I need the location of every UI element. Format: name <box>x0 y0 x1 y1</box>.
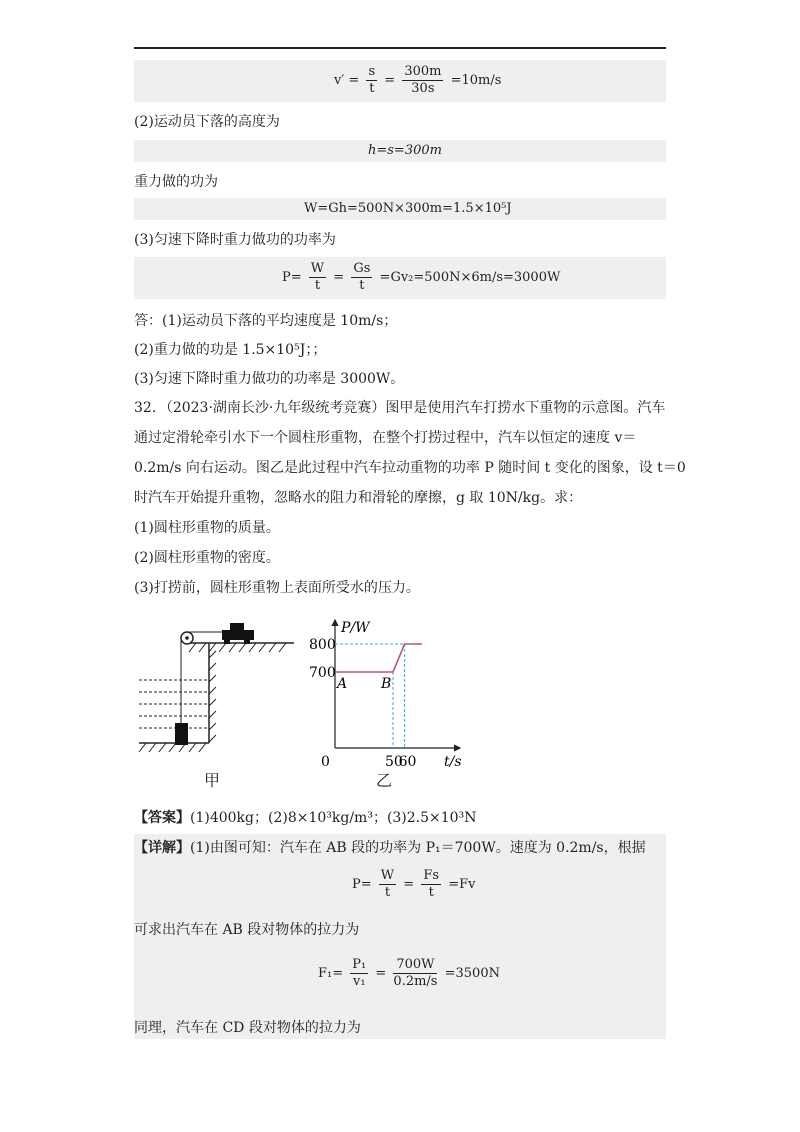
text-line: 同理，汽车在 CD 段对物体的拉力为 <box>134 1020 361 1036</box>
xtick-label: 60 <box>398 754 417 770</box>
subquestion: (2)圆柱形重物的密度。 <box>134 550 280 566</box>
answer-line: 答：(1)运动员下落的平均速度是 10m/s； <box>134 313 398 329</box>
ytick-label: 800 <box>309 637 336 653</box>
power-series-line <box>335 644 422 672</box>
y-axis-label: P/W <box>341 620 370 636</box>
question-line: 通过定滑轮牵引水下一个圆柱形重物，在整个打捞过程中，汽车以恒定的速度 v＝ <box>134 430 637 446</box>
equation-power: P= $\frac{W}{t}$ = $\frac{Gs}{t}$ =Gv₂=500N×6m/s=3000W <box>282 261 561 293</box>
answer-line: (2)重力做的功是 1.5×10⁵J；； <box>134 342 327 358</box>
pulley-diagram <box>134 618 304 768</box>
equation-power-force: P= $\frac{W}{t}$ = $\frac{Fs}{t}$ =Fv <box>352 868 476 900</box>
text-line: 重力做的功为 <box>134 174 218 190</box>
text-line: (3)匀速下降时重力做功的功率为 <box>134 232 336 248</box>
detail-tag: 【详解】 <box>134 840 190 856</box>
header-rule <box>134 47 666 49</box>
detail-line <box>134 838 646 858</box>
equation-force: F₁= $\frac{\text{P₁}}{\text{v₁}}$ = $\frac{700W}{0.2m/s}$ =3500N <box>318 957 500 989</box>
answer-text: (1)400kg；(2)8×10³kg/m³；(3)2.5×10³N <box>190 810 477 826</box>
answer-line: (3)匀速下降时重力做功的功率是 3000W。 <box>134 371 405 387</box>
equation-work: W=Gh=500N×300m=1.5×10⁵J <box>304 201 512 216</box>
equation-height: h=s=300m <box>368 143 442 158</box>
figure-caption: 乙 <box>376 771 393 790</box>
text-line: 可求出汽车在 AB 段对物体的拉力为 <box>134 922 360 938</box>
detail-text: (1)由图可知：汽车在 AB 段的功率为 P₁＝700W。速度为 0.2m/s，根据 <box>190 840 646 856</box>
text-line: (2)运动员下落的高度为 <box>134 114 280 130</box>
answer-tag: 【答案】 <box>134 810 190 826</box>
subquestion: (3)打捞前，圆柱形重物上表面所受水的压力。 <box>134 580 420 596</box>
ytick-label: 700 <box>309 665 336 681</box>
question-line: 时汽车开始提升重物，忽略水的阻力和滑轮的摩擦，g 取 10N/kg。求： <box>134 490 583 506</box>
subquestion: (1)圆柱形重物的质量。 <box>134 520 280 536</box>
answer-line <box>134 808 476 828</box>
point-label-a: A <box>337 676 348 692</box>
origin-label: 0 <box>321 754 330 770</box>
question-line: 0.2m/s 向右运动。图乙是此过程中汽车拉动重物的功率 P 随时间 t 变化的图象，设 t＝0 <box>134 460 686 476</box>
equation-velocity: v′ = $\frac{s}{t}$ = $\frac{300m}{30s}$ =10m/s <box>334 64 502 96</box>
question-line: 32．（2023·湖南长沙·九年级统考竞赛）图甲是使用汽车打捞水下重物的示意图。汽车 <box>134 400 666 416</box>
x-axis-label: t/s <box>444 754 462 770</box>
figure-caption: 甲 <box>204 771 221 790</box>
point-label-b: B <box>381 676 392 692</box>
power-time-chart <box>300 612 470 772</box>
xtick-label: 50 <box>385 754 403 770</box>
